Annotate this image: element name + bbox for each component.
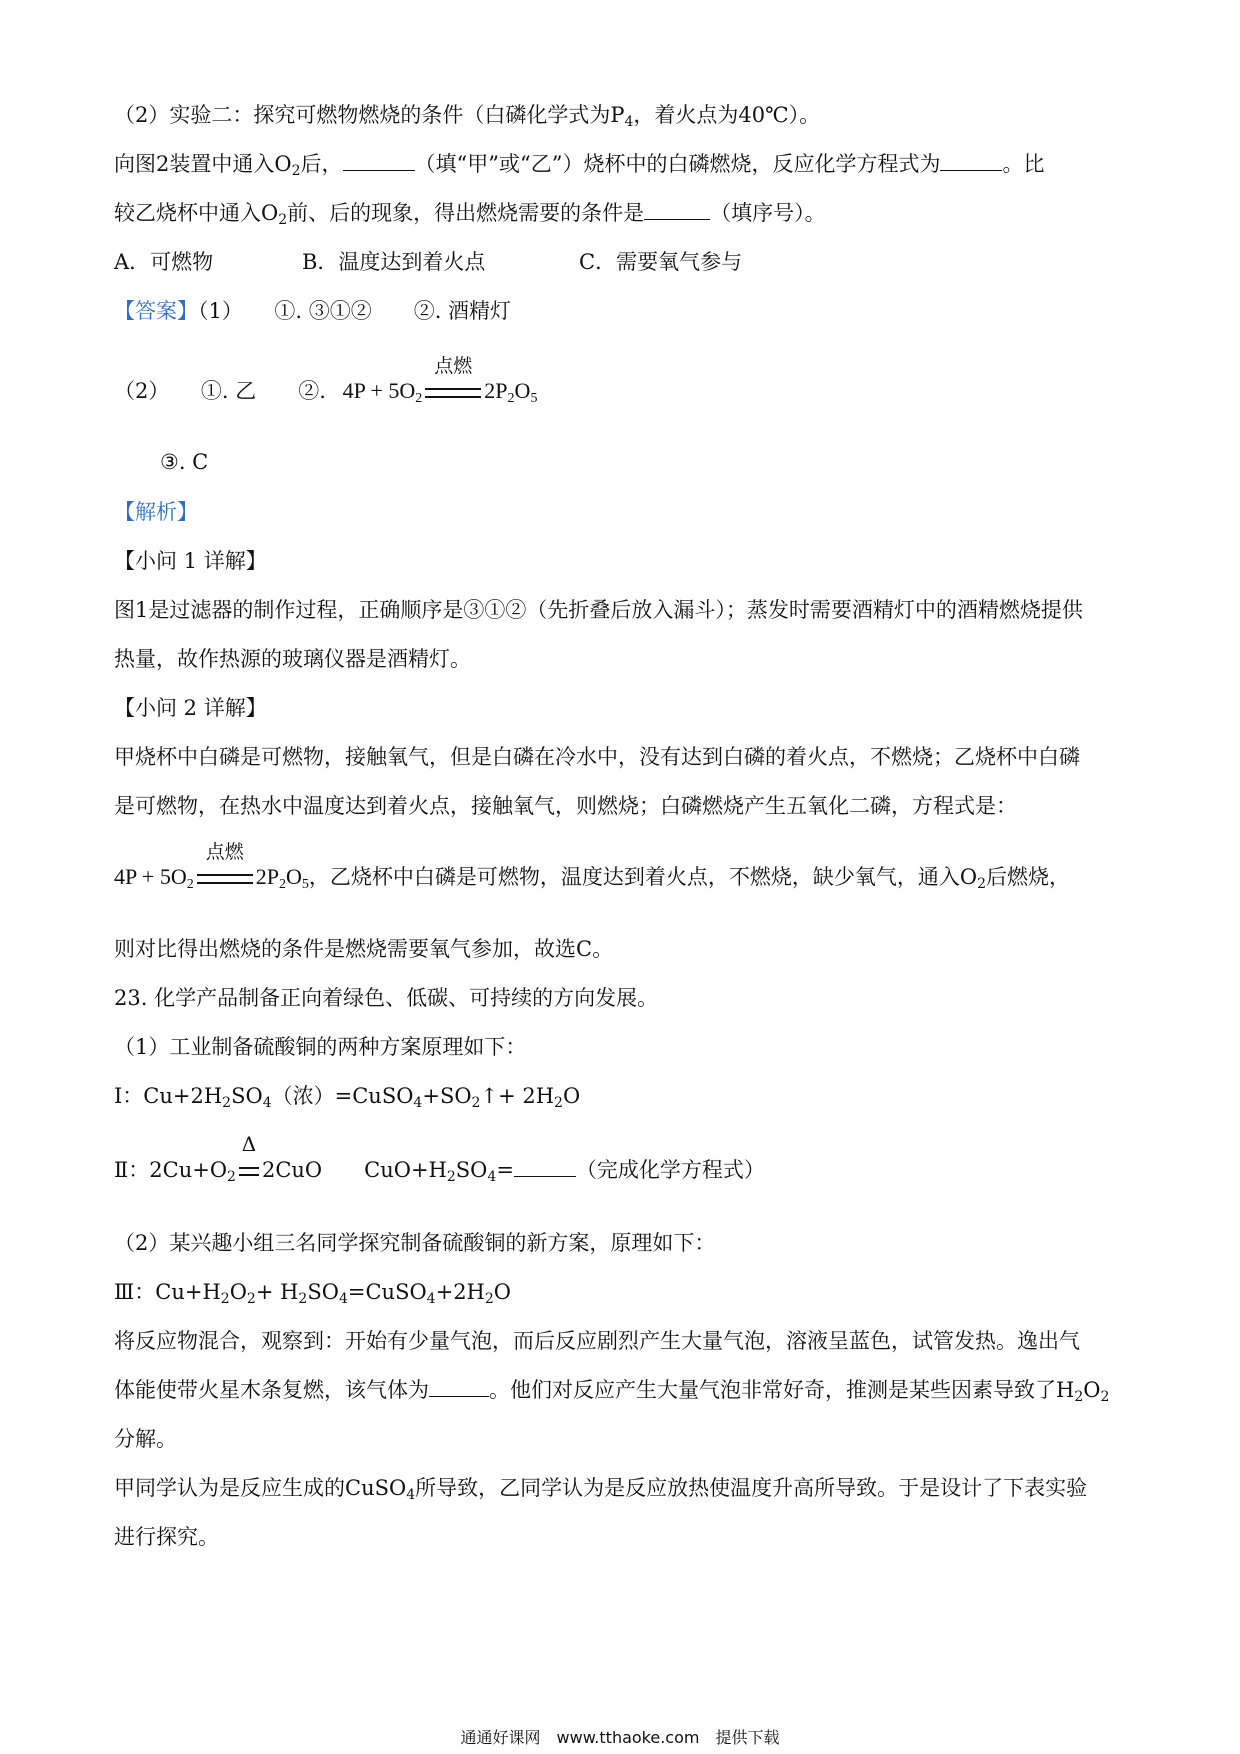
question-line: 体能使带火星木条复燃，该气体为 。他们对反应产生大量气泡非常好奇，推测是某些因素导致了$H_2O_2$ [114,1378,1110,1405]
analysis-line: 甲烧杯中白磷是可燃物，接触氧气，但是白磷在冷水中，没有达到白磷的着火点，不燃烧；乙烧杯中白磷 [114,745,1080,769]
question-line: 向图2装置中通入$O_2$后， （填“甲”或“乙”）烧杯中的白磷燃烧，反应化学方程式为 。比 [114,152,1045,179]
reaction-i: Ⅰ：$Cu+2H_2SO_4$（浓）$=CuSO_4+SO_2↑+ 2H_2O$ [114,1084,581,1111]
fill-blank [514,1158,576,1177]
subquestion-heading: 【小问 1 详解】 [114,549,267,573]
answer-line: ③. C [160,450,209,474]
analysis-line: 图1是过滤器的制作过程，正确顺序是③①②（先折叠后放入漏斗）；蒸发时需要酒精灯中的酒精燃烧提供 [114,598,1083,622]
question-line: （2）某兴趣小组三名同学探究制备硫酸铜的新方案，原理如下： [114,1231,716,1255]
option-a: A．可燃物 [114,250,214,274]
fill-blank [940,152,1002,171]
question-line: （1）工业制备硫酸铜的两种方案原理如下： [114,1035,527,1059]
question-line: 较乙烧杯中通入$O_2$前、后的现象，得出燃烧需要的条件是 （填序号）。 [114,201,826,228]
heating-arrow: Δ [239,1155,259,1185]
answer-tag: 【答案】 [114,299,198,323]
fill-blank [429,1378,489,1397]
page-footer: 通通好课网 www.tthaoke.com 提供下载 [460,1728,780,1747]
analysis-line: 热量，故作热源的玻璃仪器是酒精灯。 [114,647,471,671]
fill-blank [644,201,710,220]
question-title: 23. 化学产品制备正向着绿色、低碳、可持续的方向发展。 [114,986,659,1010]
reaction-arrow: 点燃 [425,376,481,406]
question-line: 甲同学认为是反应生成的CuSO$_4$所导致，乙同学认为是反应放热使温度升高所导致。于是设计了下表实验 [114,1476,1088,1503]
chemical-equation: $4P + 5O_2$ 点燃 $2P_2O_5$ [342,356,538,406]
analysis-line: 是可燃物，在热水中温度达到着火点，接触氧气，则燃烧；白磷燃烧产生五氧化二磷，方程式是： [114,794,1017,818]
options-line [114,247,742,277]
option-b: B．温度达到着火点 [302,250,486,274]
reaction-ii: Ⅱ：$2Cu+O_2$ Δ 2CuO $CuO+H_2SO_4=$ （完成化学方程式） [114,1132,765,1185]
reaction-iii: Ⅲ：$Cu+H_2O_2+$ $H_2SO_4=CuSO_4+2H_2O$ [114,1280,512,1307]
analysis-equation-line: $4P + 5O_2$ 点燃 $2P_2O_5$，乙烧杯中白磷是可燃物，温度达到着火点，不燃烧，缺少氧气，通入$O_2$后燃烧， [114,842,1070,892]
fill-blank [343,152,415,171]
answer-equation-line: （2） ①. 乙 ②. $4P + 5O_2$ 点燃 $2P_2O_5$ [114,356,538,406]
question-line: （2）实验二：探究可燃物燃烧的条件（白磷化学式为$P_4$，着火点为40℃）。 [114,103,821,130]
analysis-tag: 【解析】 [114,500,198,524]
subquestion-heading: 【小问 2 详解】 [114,696,267,720]
question-line: 分解。 [114,1427,177,1451]
answer-line: 【答案】（1） ①. ③①② ②. 酒精灯 [114,299,512,323]
question-line: 进行探究。 [114,1525,219,1549]
option-c: C．需要氧气参与 [579,250,743,274]
reaction-arrow: 点燃 [197,862,253,892]
chemical-equation: $4P + 5O_2$ 点燃 $2P_2O_5$ [114,842,309,892]
question-line: 将反应物混合，观察到：开始有少量气泡，而后反应剧烈产生大量气泡，溶液呈蓝色，试管发热。逸出气 [114,1329,1080,1353]
analysis-line: 则对比得出燃烧的条件是燃烧需要氧气参加，故选C。 [114,937,614,961]
